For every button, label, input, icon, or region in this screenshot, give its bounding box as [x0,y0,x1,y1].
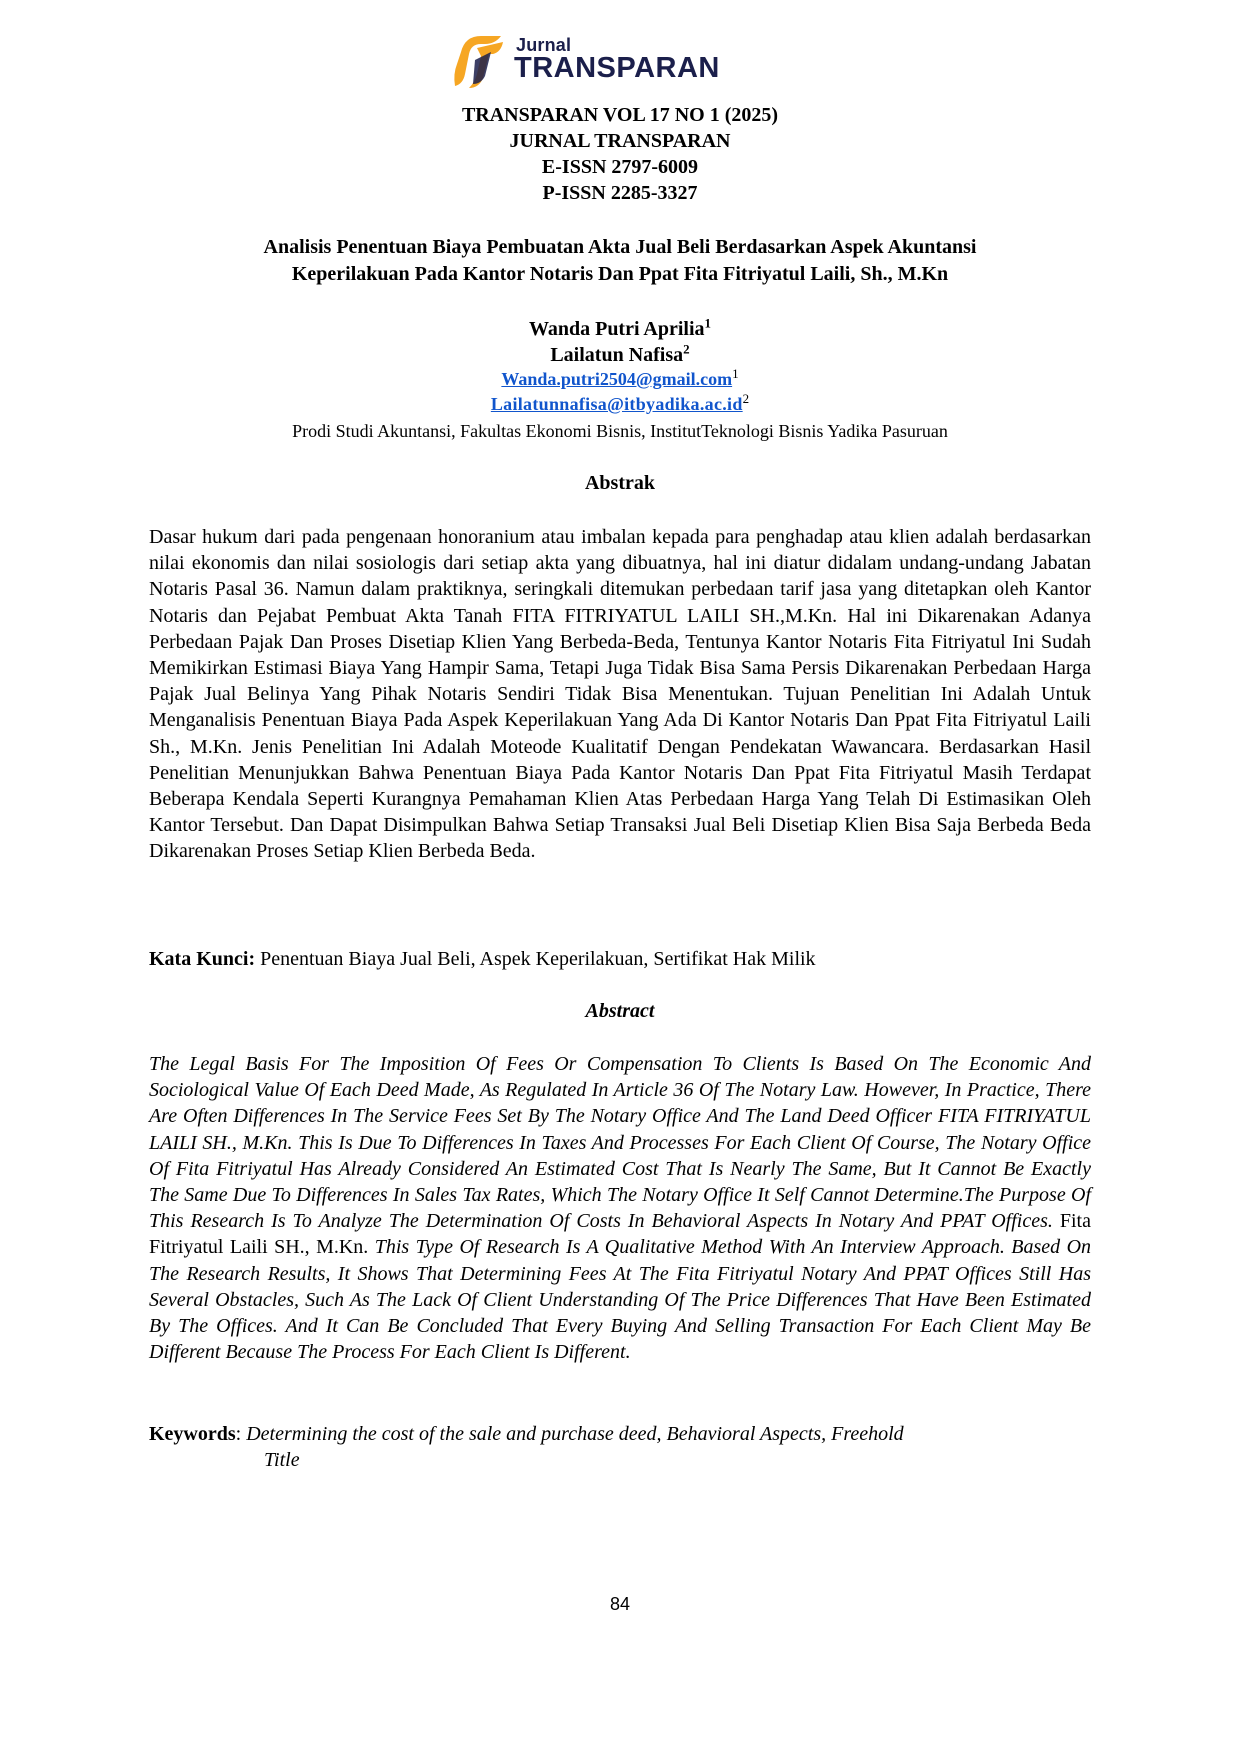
kata-kunci-value: Penentuan Biaya Jual Beli, Aspek Keperilakuan, Sertifikat Hak Milik [260,948,816,970]
author-1 [0,316,1240,342]
kata-kunci [149,946,1091,972]
author-list [0,316,1240,368]
masthead [0,102,1240,206]
abstract-text-roman: Fita Fitriyatul Laili SH., M.Kn. [149,1210,1091,1259]
keywords [149,1421,1091,1473]
email-link-1[interactable]: Wanda.putri2504@gmail.com [501,369,733,389]
transparan-logo-icon [451,30,509,90]
logo-jurnal-text: Jurnal [516,35,572,55]
keywords-value-line-2: Title [264,1449,300,1471]
journal-logo [451,30,720,92]
keywords-colon: : [235,1423,247,1445]
affiliation: Prodi Studi Akuntansi, Fakultas Ekonomi Bisnis, InstitutTeknologi Bisnis Yadika Pasuruan [292,421,948,441]
email-line-1 [0,367,1240,392]
abstract-text-part-1: The Legal Basis For The Imposition Of Fees Or Compensation To Clients Is Based On The Economic And Sociological Value Of Each Deed Made, As Regulated In Article 36 Of The Notary Law. However, In Practice, There Are Often Differences In The Service Fees Set By The Notary Office And The Land Deed Officer FITA FITRIYATUL LAILI SH., M.Kn. This Is Due To Differences In Taxes And Processes For Each Client Of Course, The Notary Office Of Fita Fitriyatul Has Already Considered An Estimated Cost That Is Nearly The Same, But It Cannot Be Exactly The Same Due To Differences In Sales Tax Rates, Which The Notary Office It Self Cannot Determine.The Purpose Of This Research Is To Analyze The Determination Of Costs In Behavioral Aspects In Notary And PPAT Offices. [149,1053,1091,1233]
abstract-heading: Abstract [585,1000,655,1022]
title-line-1: Analisis Penentuan Biaya Pembuatan Akta Jual Beli Berdasarkan Aspek Akuntansi [263,236,977,258]
logo-transparan-text: TRANSPARAN [514,52,720,84]
email-link-2[interactable]: Lailatunnafisa@itbyadika.ac.id [490,394,743,414]
pissn-line: P-ISSN 2285-3327 [542,182,698,204]
volume-line: TRANSPARAN VOL 17 NO 1 (2025) [461,104,779,126]
abstract-text-part-2: This Type Of Research Is A Qualitative Method With An Interview Approach. Based On The Research Results, It Shows That Determining Fees At The Fita Fitriyatul Notary And PPAT Offices Still Has Several Obstacles, Such As The Lack Of Client Understanding Of The Price Differences That Have Been Estimated By The Offices. And It Can Be Concluded That Every Buying And Selling Transaction For Each Client May Be Different Because The Process For Each Client Is Different. [149,1236,1092,1364]
author-2 [0,342,1240,368]
abstract-paragraph [149,1051,1091,1365]
abstrak-paragraph: Dasar hukum dari pada pengenaan honoranium atau imbalan kepada para penghadap atau klien adalah berdasarkan nilai ekonomis dan nilai sosiologis dari setiap akta yang dibuatnya, hal ini diatur didalam undang-undang Jabatan Notaris Pasal 36. Namun dalam praktiknya, seringkali ditemukan perbedaan tarif jasa yang ditetapkan oleh Kantor Notaris dan Pejabat Pembuat Akta Tanah FITA FITRIYATUL LAILI SH.,M.Kn. Hal ini Dikarenakan Adanya Perbedaan Pajak Dan Proses Disetiap Klien Yang Berbeda-Beda, Tentunya Kantor Notaris Fita Fitriyatul Ini Sudah Memikirkan Estimasi Biaya Yang Hampir Sama, Tetapi Juga Tidak Bisa Sama Persis Dikarenakan Perbedaan Harga Pajak Jual Belinya Yang Pihak Notaris Sendiri Tidak Bisa Menentukan. Tujuan Penelitian Ini Adalah Untuk Menganalisis Penentuan Biaya Pada Aspek Keperilakuan Yang Ada Di Kantor Notaris Dan Ppat Fita Fitriyatul Laili Sh., M.Kn. Jenis Penelitian Ini Adalah Moteode Kualitatif Dengan Pendekatan Wawancara. Berdasarkan Hasil Penelitian Menunjukkan Bahwa Penentuan Biaya Pada Kantor Notaris Dan Ppat Fita Fitriyatul Masih Terdapat Beberapa Kendala Seperti Kurangnya Pemahaman Klien Atas Perbedaan Harga Yang Telah Di Estimasikan Oleh Kantor Tersebut. Dan Dapat Disimpulkan Bahwa Setiap Transaksi Jual Beli Disetiap Klien Bisa Saja Berbeda Beda Dikarenakan Proses Setiap Klien Berbeda Beda. [149,526,1091,863]
title-line-2: Keperilakuan Pada Kantor Notaris Dan Ppat Fita Fitriyatul Laili, Sh., M.Kn [291,263,949,285]
keywords-label: Keywords [149,1423,236,1445]
kata-kunci-label: Kata Kunci: [149,948,256,970]
keywords-value-line-1: Determining the cost of the sale and purchase deed, Behavioral Aspects, Freehold [246,1423,904,1445]
author-affiliation-mark: 1 [704,315,712,331]
email-mark: 2 [742,391,750,406]
email-list [0,367,1240,417]
email-line-2 [0,392,1240,417]
author-name: Lailatun Nafisa [550,344,684,366]
journal-name-line: JURNAL TRANSPARAN [509,130,731,152]
eissn-line: E-ISSN 2797-6009 [541,156,699,178]
abstrak-heading: Abstrak [584,472,655,494]
author-name: Wanda Putri Aprilia [528,318,705,340]
paper-title [150,234,1090,288]
email-mark: 1 [732,366,739,381]
author-affiliation-mark: 2 [683,341,690,357]
page-number: 84 [609,1594,631,1614]
